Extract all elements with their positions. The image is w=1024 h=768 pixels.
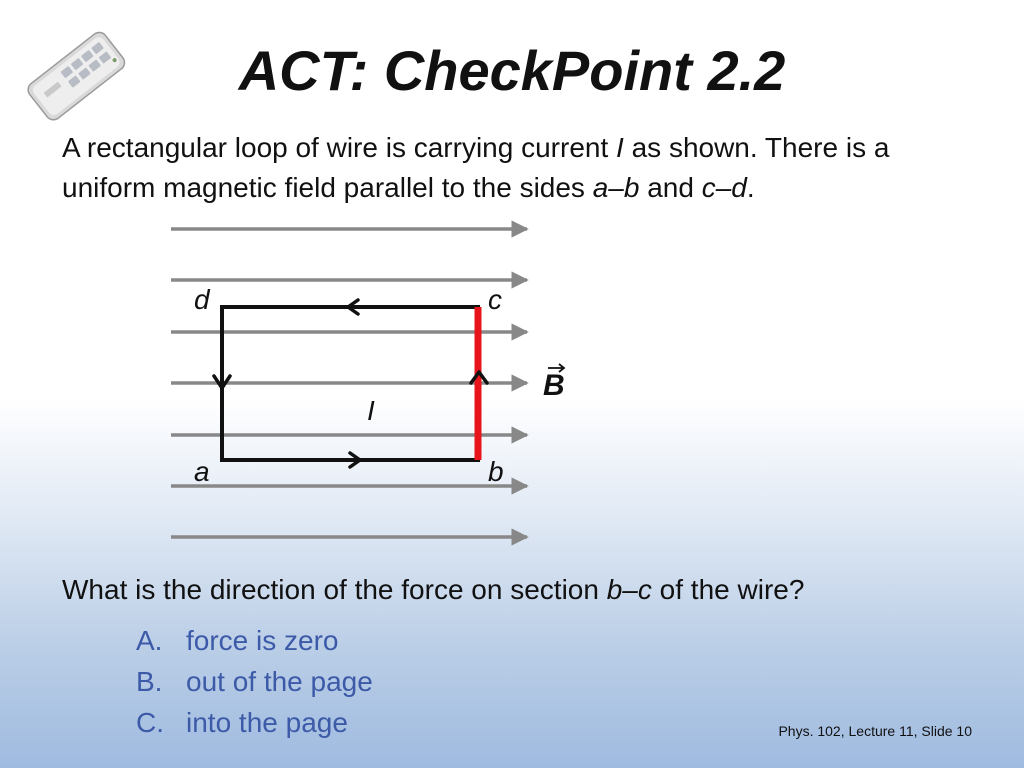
choice-b[interactable] [136,663,373,704]
question-section: b–c [606,574,652,605]
choice-text: force is zero [186,625,339,656]
choice-c[interactable] [136,704,373,745]
current-symbol: I [616,132,624,163]
choice-a[interactable] [136,622,373,663]
current-label: I [367,395,375,426]
slide-footer: Phys. 102, Lecture 11, Slide 10 [778,723,972,739]
intro-part1: A rectangular loop of wire is carrying current [62,132,617,163]
question-part2: of the wire? [651,574,805,605]
choice-letter: B. [136,666,163,697]
choice-text: into the page [186,707,348,738]
answer-choices [136,622,373,745]
corner-label-d: d [194,284,210,315]
choice-letter: C. [136,707,164,738]
side-ab: a–b [592,172,640,203]
choice-letter: A. [136,625,163,656]
corner-label-a: a [194,456,210,487]
question-text [62,571,982,609]
intro-part3: and [639,172,702,203]
intro-part2: as shown. There is a uniform magnetic field parallel to the sides [62,132,890,203]
corner-label-c: c [488,284,502,315]
field-label-b: B [543,369,565,402]
intro-part4: . [746,172,755,203]
choice-text: out of the page [186,666,373,697]
slide-title: ACT: CheckPoint 2.2 [238,39,786,102]
side-cd: c–d [701,172,747,203]
question-part1: What is the direction of the force on section [62,574,607,605]
corner-label-b: b [488,456,504,487]
